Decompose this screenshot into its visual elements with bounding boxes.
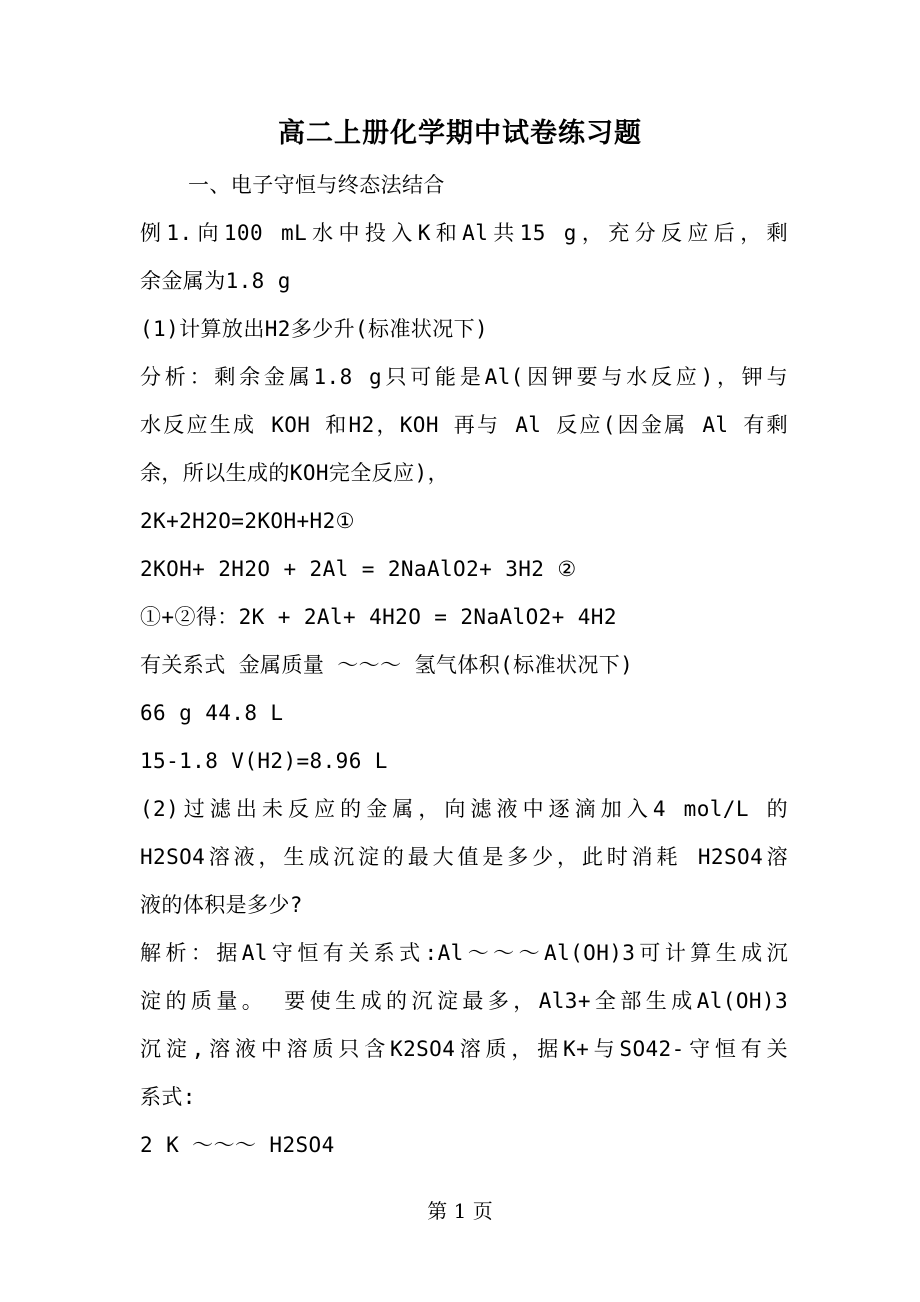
section-heading: 一、电子守恒与终态法结合 [188, 173, 445, 197]
paragraph-line: 沉淀,溶液中溶质只含K2SO4溶质，据K+与SO42-守恒有关 [140, 1037, 788, 1061]
paragraph-line: 有关系式 金属质量 ～～～ 氢气体积(标准状况下) [140, 653, 634, 677]
equation-line: ①+②得：2K + 2Al+ 4H2O = 2NaAlO2+ 4H2 [140, 605, 617, 629]
paragraph-line: 余，所以生成的KOH完全反应)， [140, 461, 449, 485]
paragraph-line: 余金属为1.8 g [140, 269, 291, 293]
paragraph-line: 66 g 44.8 L [140, 701, 284, 725]
paragraph-line: 15-1.8 V(H2)=8.96 L [140, 749, 388, 773]
equation-line: 2K+2H2O=2KOH+H2① [140, 509, 355, 533]
page-number: 第 1 页 [427, 1199, 493, 1223]
paragraph-line: 淀的质量。 要使生成的沉淀最多，Al3+全部生成Al(OH)3 [140, 989, 788, 1013]
paragraph-line: H2SO4溶液，生成沉淀的最大值是多少，此时消耗 H2SO4溶 [140, 845, 788, 869]
document-title: 高二上册化学期中试卷练习题 [278, 118, 642, 149]
paragraph-line: 解析：据Al守恒有关系式:Al～～～Al(OH)3可计算生成沉 [140, 941, 788, 965]
paragraph-line: 系式: [140, 1085, 196, 1109]
paragraph-line: 液的体积是多少? [140, 893, 303, 917]
paragraph-line: 水反应生成 KOH 和H2，KOH 再与 Al 反应(因金属 Al 有剩 [140, 413, 788, 437]
question-line: (1)计算放出H2多少升(标准状况下) [140, 317, 489, 341]
question-line: (2)过滤出未反应的金属，向滤液中逐滴加入4 mol/L 的 [140, 797, 788, 821]
equation-line: 2 K ～～～ H2SO4 [140, 1133, 335, 1157]
paragraph-line: 例1.向100 mL水中投入K和Al共15 g，充分反应后，剩 [140, 221, 788, 245]
paragraph-line: 分析：剩余金属1.8 g只可能是Al(因钾要与水反应)，钾与 [140, 365, 788, 389]
equation-line: 2KOH+ 2H2O + 2Al = 2NaAlO2+ 3H2 ② [140, 557, 577, 581]
